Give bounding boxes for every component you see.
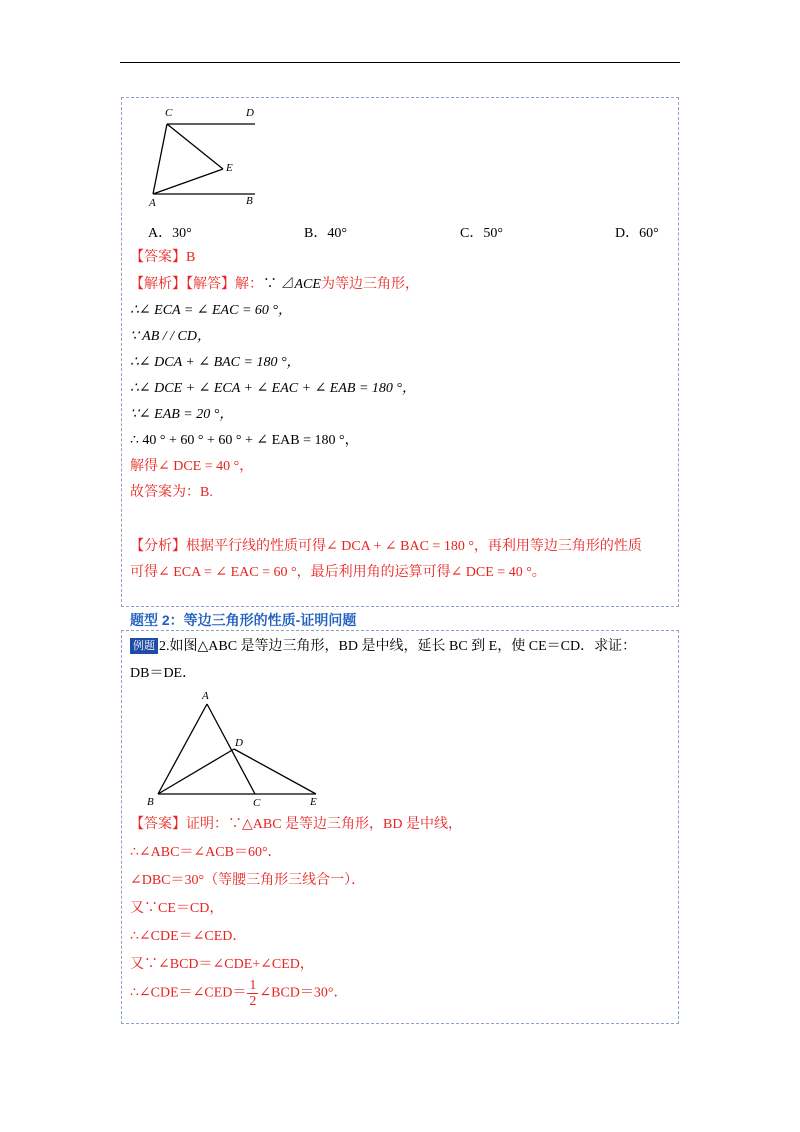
q1-solution-line-8: 解得∠ DCE = 40 °， (130, 459, 254, 474)
q1-solution-line-6: ∵∠ EAB = 20 °， (130, 407, 234, 422)
q1-solution-line-3: ∵ AB / / CD， (130, 329, 211, 344)
q1-solution-line-4: ∴∠ DCA + ∠ BAC = 180 °， (130, 355, 301, 370)
q2-answer-line-3: ∠DBC＝30°（等腰三角形三线合一）． (130, 873, 366, 888)
segment-ce (167, 124, 223, 169)
option-a: A．30° (148, 226, 192, 241)
q1-analysis-line-2: 可得∠ ECA = ∠ EAC = 60 °，最后利用角的运算可得∠ DCE = 40 °。 (130, 565, 546, 580)
q1-solution-line-9: 故答案为：B. (130, 485, 213, 500)
label-a: A (149, 197, 156, 209)
option-b: B．40° (304, 226, 347, 241)
segment-ca (153, 124, 167, 194)
label-c: C (253, 797, 261, 809)
header-rule (120, 62, 680, 63)
figure-1 (140, 100, 270, 210)
label-c: C (165, 107, 173, 119)
section-heading: 题型 2：等边三角形的性质-证明问题 (130, 612, 357, 628)
example-2-line-2: DB＝DE． (130, 666, 197, 681)
q2-answer-line-1: 【答案】证明：∵△ABC 是等边三角形，BD 是中线， (130, 817, 462, 832)
q1-analysis-line-1: 【分析】根据平行线的性质可得∠ DCA + ∠ BAC = 180 °，再利用等边三角形的性质 (130, 539, 642, 554)
label-b: B (147, 796, 154, 808)
option-d: D．60° (615, 226, 659, 241)
q1-solution-line-2: ∴∠ ECA = ∠ EAC = 60 °， (130, 303, 292, 318)
label-e: E (226, 162, 233, 174)
q2-answer-line-6: 又∵∠BCD＝∠CDE+∠CED， (130, 957, 314, 972)
label-d: D (246, 107, 254, 119)
segment-ae (153, 169, 223, 194)
q1-solution-line-7: ∴ 40 ° + 60 ° + 60 ° + ∠ EAB = 180 °， (130, 433, 359, 448)
label-a: A (202, 690, 209, 702)
q1-solution-line-5: ∴∠ DCE + ∠ ECA + ∠ EAC + ∠ EAB = 180 °， (130, 381, 417, 396)
fraction-one-half: $\frac{1}{2}$ (249, 978, 257, 1009)
q1-solution-line-1: 【解析】【解答】解：∵ ⊿ACE为等边三角形， (130, 277, 419, 292)
segment-ac (207, 704, 255, 794)
label-b: B (246, 195, 253, 207)
example-tag: 例题 (130, 638, 158, 654)
q2-answer-line-5: ∴∠CDE＝∠CED． (130, 929, 247, 944)
label-e: E (310, 796, 317, 808)
q2-answer-line-2: ∴∠ABC＝∠ACB＝60°． (130, 845, 282, 860)
q2-answer-line-4: 又∵CE＝CD， (130, 901, 224, 916)
segment-de (234, 749, 316, 794)
segment-bd (158, 749, 234, 794)
label-d: D (235, 737, 243, 749)
segment-ab (158, 704, 207, 794)
q2-answer-line-7: ∴∠CDE＝∠CED＝ $\frac{1}{2}$ ∠BCD＝30°． (130, 978, 348, 1009)
q1-answer: 【答案】B (130, 250, 196, 265)
example-2-line-1: 例题 2.如图△ABC 是等边三角形，BD 是中线，延长 BC 到 E，使 CE＝CD．求证： (130, 637, 636, 657)
figure-2 (140, 688, 340, 810)
option-c: C．50° (460, 226, 503, 241)
